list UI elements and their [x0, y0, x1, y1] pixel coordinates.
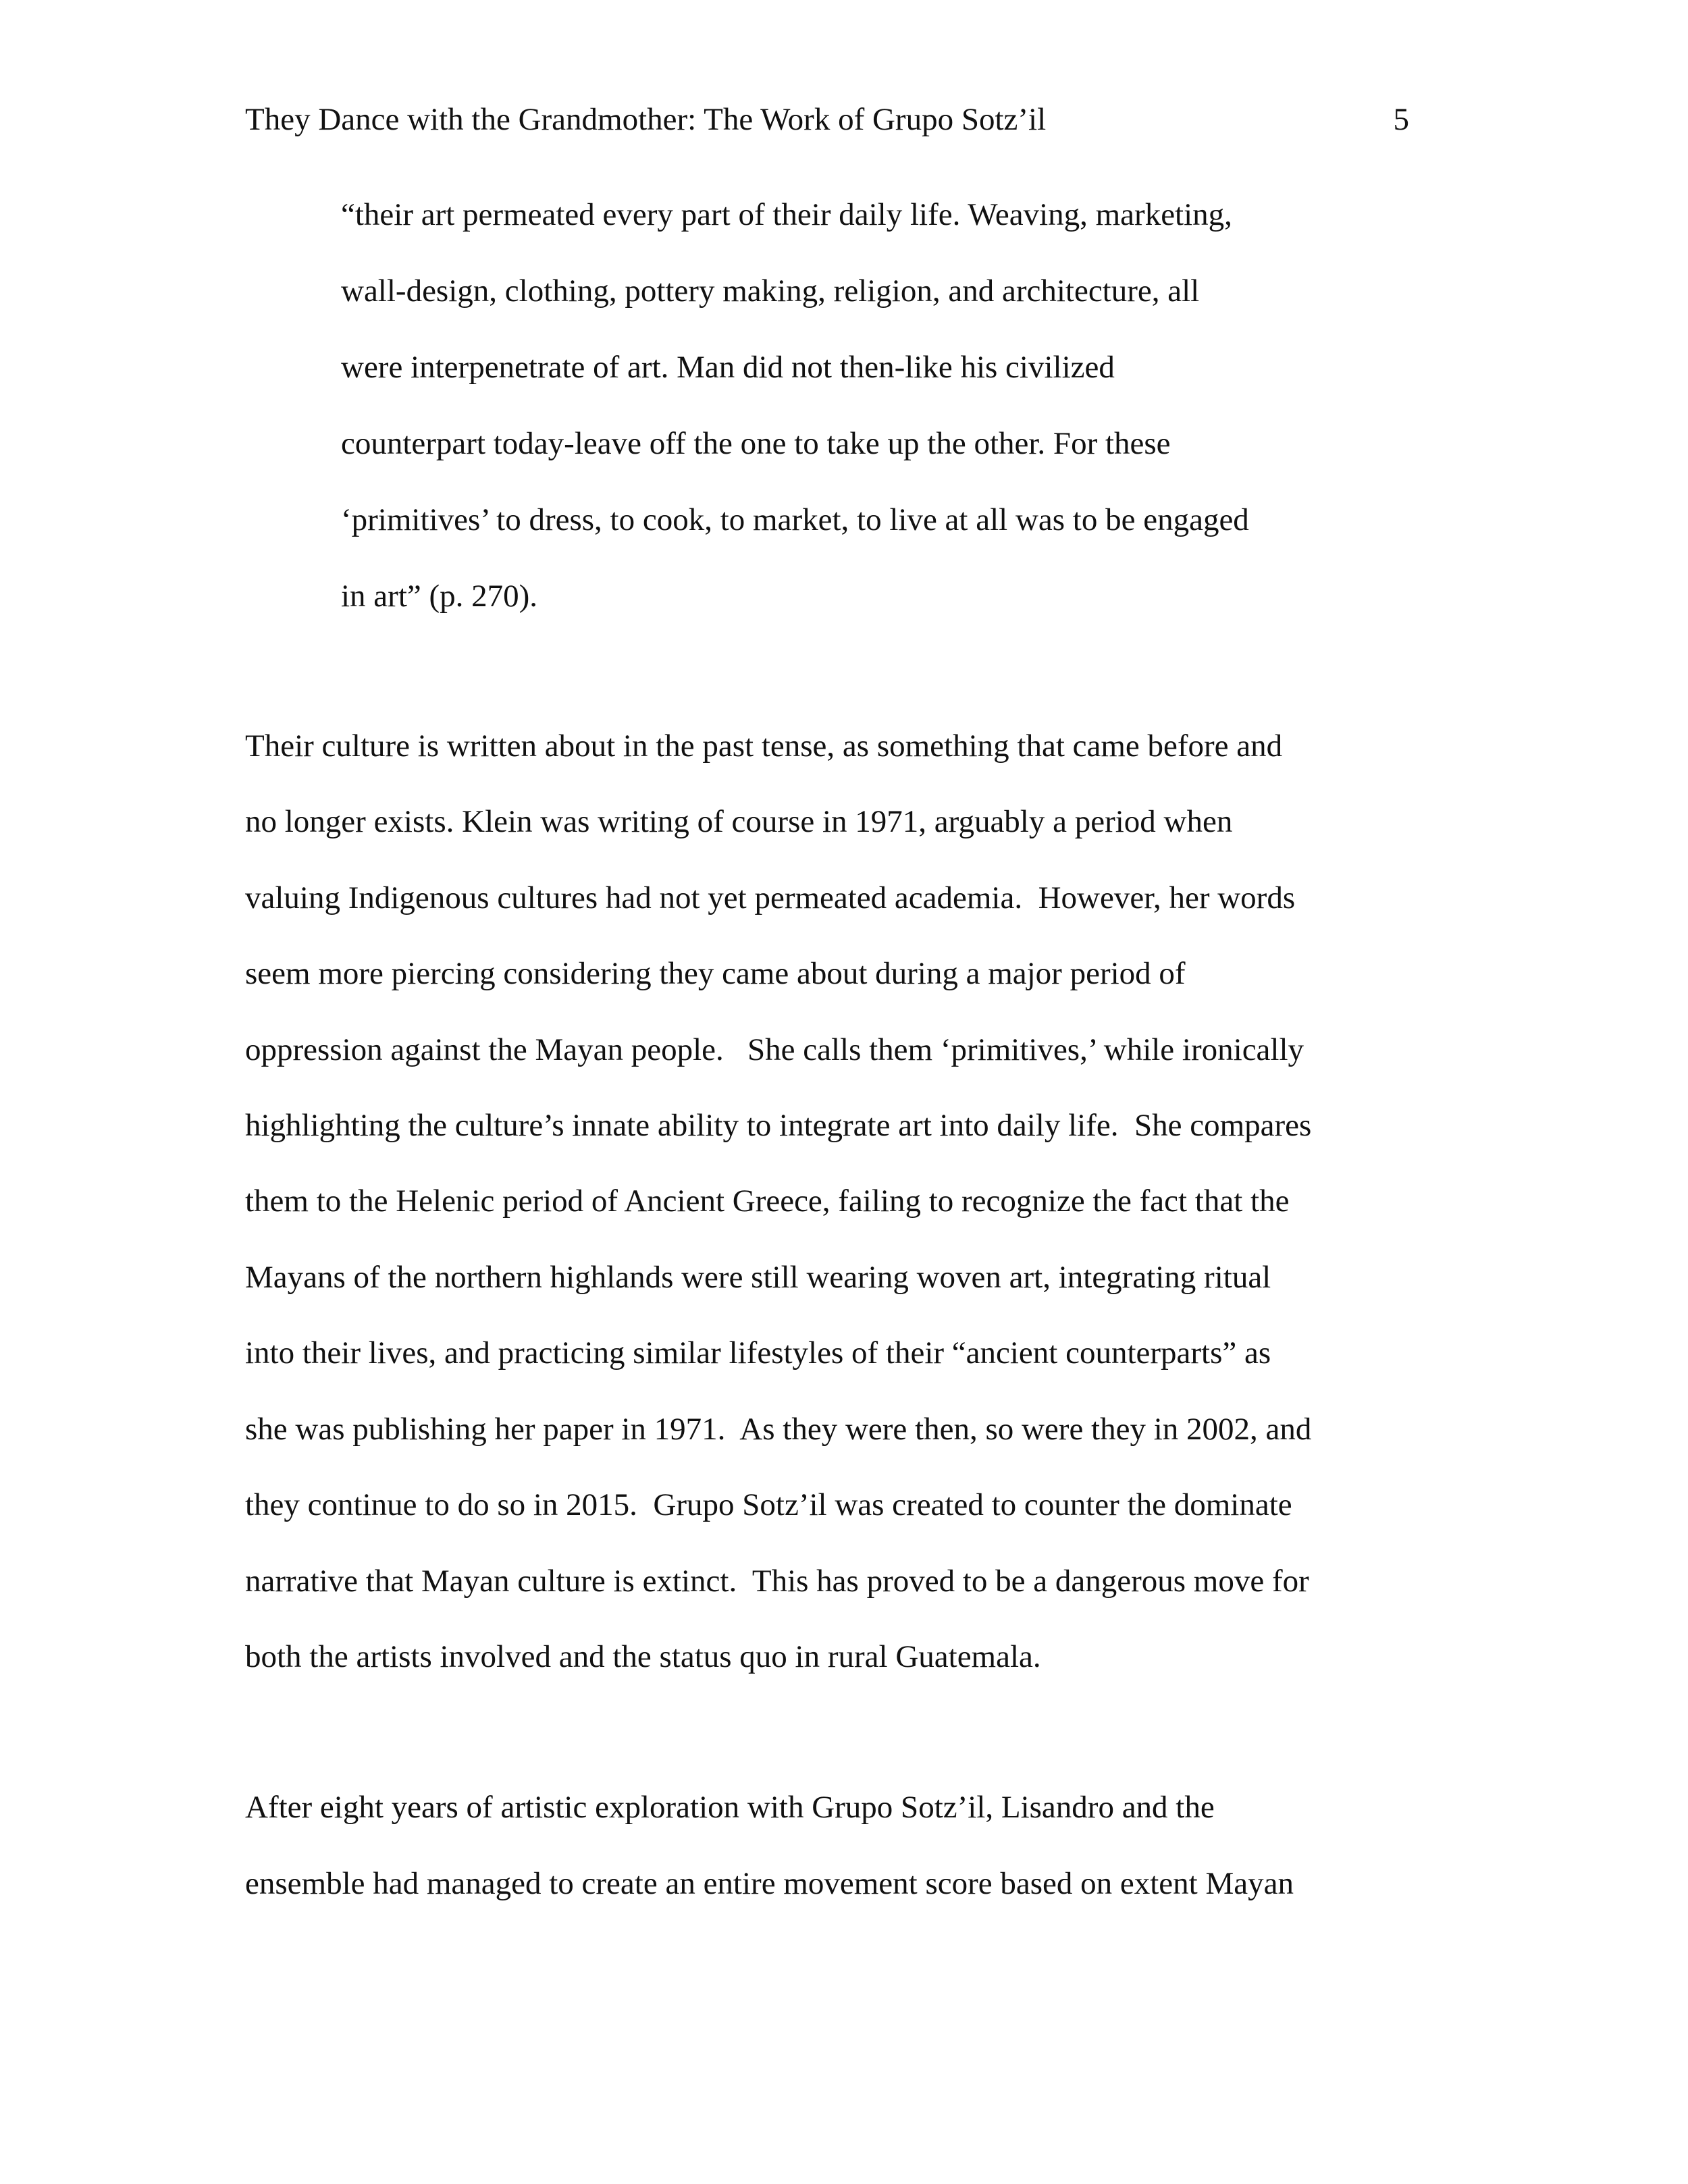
body-line: After eight years of artistic exploration with Grupo Sotz’il, Lisandro and the — [245, 1790, 1215, 1825]
body-line: no longer exists. Klein was writing of course in 1971, arguably a period when — [245, 804, 1233, 839]
body-line: seem more piercing considering they came about during a major period of — [245, 956, 1186, 991]
body-line: into their lives, and practicing similar lifestyles of their “ancient counterparts” as — [245, 1335, 1271, 1370]
body-line: they continue to do so in 2015. Grupo Sotz’il was created to counter the dominate — [245, 1487, 1292, 1522]
body-line: she was publishing her paper in 1971. As they were then, so were they in 2002, and — [245, 1412, 1312, 1447]
quote-line: ‘primitives’ to dress, to cook, to market, to live at all was to be engaged — [341, 502, 1249, 537]
quote-line: wall-design, clothing, pottery making, religion, and architecture, all — [341, 273, 1200, 309]
body-line: narrative that Mayan culture is extinct. This has proved to be a dangerous move for — [245, 1564, 1309, 1599]
page-number: 5 — [1393, 102, 1409, 137]
quote-line: were interpenetrate of art. Man did not then-like his civilized — [341, 350, 1115, 385]
body-line: highlighting the culture’s innate ability to integrate art into daily life. She compares — [245, 1108, 1312, 1143]
body-line: Mayans of the northern highlands were still wearing woven art, integrating ritual — [245, 1260, 1271, 1295]
body-line: valuing Indigenous cultures had not yet permeated academia. However, her words — [245, 880, 1296, 915]
body-line: oppression against the Mayan people. She calls them ‘primitives,’ while ironically — [245, 1032, 1304, 1067]
body-line: Their culture is written about in the past tense, as something that came before and — [245, 728, 1283, 764]
body-line: ensemble had managed to create an entire movement score based on extent Mayan — [245, 1866, 1294, 1901]
quote-line: in art” (p. 270). — [341, 579, 538, 614]
running-header-title: They Dance with the Grandmother: The Work of Grupo Sotz’il — [245, 102, 1047, 137]
body-line: them to the Helenic period of Ancient Greece, failing to recognize the fact that the — [245, 1183, 1290, 1219]
quote-line: counterpart today-leave off the one to take up the other. For these — [341, 426, 1171, 461]
body-line: both the artists involved and the status quo in rural Guatemala. — [245, 1639, 1041, 1674]
quote-line: “their art permeated every part of their daily life. Weaving, marketing, — [341, 197, 1232, 232]
